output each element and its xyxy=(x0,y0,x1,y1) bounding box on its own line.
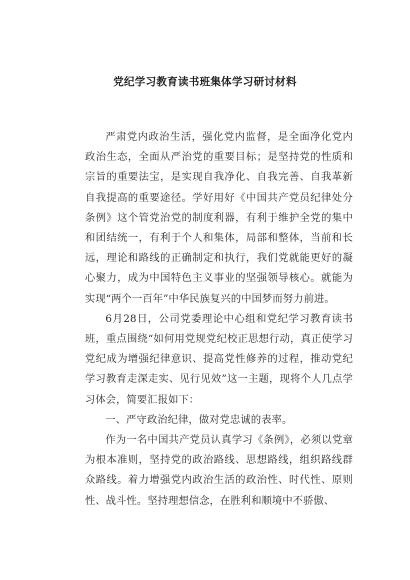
paragraph-intro: 严肃党内政治生活，强化党内监督，是全面净化党内政治生态，全面从严治党的重要目标；是坚持党的性质和宗旨的重要法宝，是实现自我净化、自我完善、自我革新自我提高的重要途径。学好用好《中国共产党员纪律处分条例》这个管党治党的制度利器，有利于维护全党的集中和团结统一，有利于个人和集体，局部和整体，当前和长远，理论和路线的正确制定和执行，我们党就能更好的凝心聚力，成为中国特色主义事业的坚强领导核心。就能为实现“两个一百年”中华民族复兴的中国梦而努力前进。 xyxy=(85,132,353,305)
paragraph-section-1: 作为一名中国共产党员认真学习《条例》，必须以党章为根本准则，坚持党的政治路线、思想路线，组织路线群众路线。着力增强党内政治生活的政治性、时代性、原则性、战斗性。坚持理想信念，在胜利和顺境中不骄傲、 xyxy=(85,435,353,507)
paragraph-meeting: 6月28日，公司党委理论中心组和党纪学习教育读书班，重点围绕“如何用党规党纪校正思想行动，真正使学习党纪成为增强纪律意识、提高党性修养的过程，推动党纪学习教育走深走实、见行见效”这一主题，现将个人几点学习体会，简要汇报如下： xyxy=(85,313,353,406)
document-title: 党纪学习教育读书班集体学习研讨材料 xyxy=(113,76,297,88)
document-body xyxy=(85,128,353,512)
section-heading-1: 一、严守政治纪律，做对党忠诚的表率。 xyxy=(105,414,293,426)
